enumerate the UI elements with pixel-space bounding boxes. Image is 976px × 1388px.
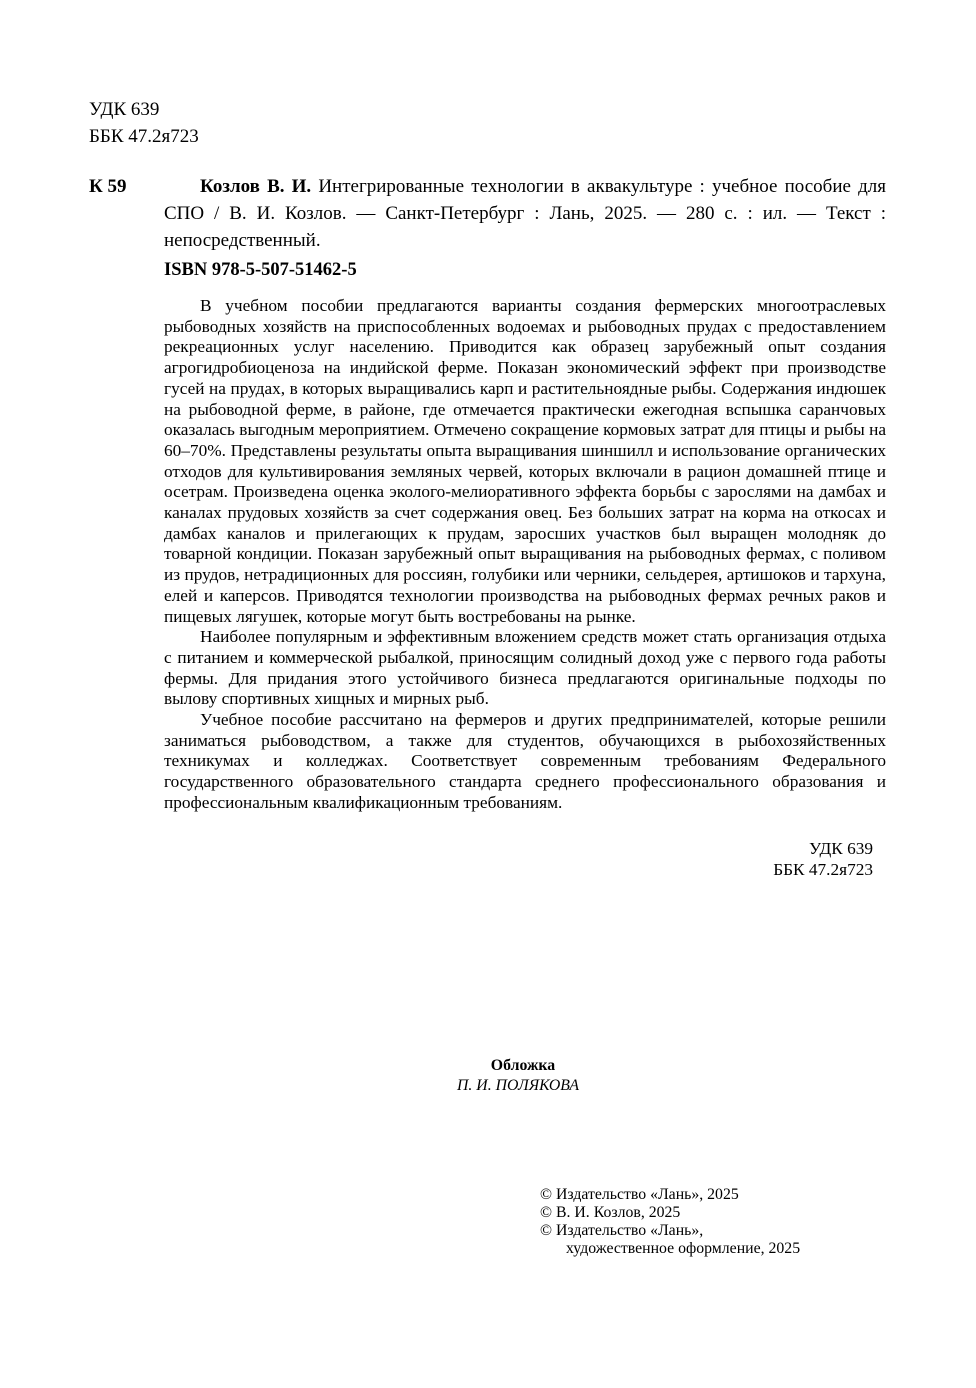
copyright-line: художественное оформление, 2025	[566, 1240, 801, 1257]
abstract	[164, 296, 886, 814]
abstract-paragraph: В учебном пособии предлагаются варианты создания фермерских многоотраслевых рыбоводных хозяйств на приспособленных водоемах и рыбоводных прудах с предоставлением рекреационных услуг населению. Приводится как образец зарубежный опыт создания агрогидробиоценоза на индийской ферме. Показан экономический эффект при производстве гусей на прудах, в которых выращивались карп и растительноядные рыбы. Содержания индюшек на рыбоводной ферме, в районе, где отмечается практически ежегодная вспышка саранчовых оказалась выгодным мероприятием. Отмечено сокращение кормовых затрат для птицы и рыбы на 60–70%. Представлены результаты опыта выращивания шиншилл и использование органических отходов для культивирования земляных червей, которых включали в рацион домашней птице и осетрам. Произведена оценка эколого-мелиоративного эффекта борьбы с зарослями на дамбах и каналах прудовых хозяйств за счет содержания овец. Без больших затрат на корма на откосах и дамбах каналов и прилегающих к прудам, заросших участков был выращен молодняк до товарной кондиции. Показан зарубежный опыт выращивания на рыбоводных фермах, с поливом из прудов, нетрадиционных для россиян, голубики или черники, сельдерея, артишоков и тархуна, елей и каперсов. Приводятся технологии производства на рыбоводных фермах речных раков и пищевых лягушек, которые могут быть востребованы на рынке.	[164, 296, 886, 626]
classification-bottom	[773, 838, 873, 880]
isbn: ISBN 978-5-507-51462-5	[164, 260, 357, 280]
book-description: Интегрированные технологии в аквакультуре : учебное пособие для СПО / В. И. Козлов. — Санкт-Петербург : Лань, 2025. — 280 с. : ил. — Текст : непосредственный.	[164, 176, 886, 251]
udk-code: УДК 639	[808, 839, 873, 858]
bbk-code: ББК 47.2я723	[773, 860, 873, 879]
udk-code: УДК 639	[89, 99, 160, 120]
cover-label: Обложка	[490, 1057, 556, 1074]
abstract-paragraph: Наиболее популярным и эффективным вложением средств может стать организация отдыха с питанием и коммерческой рыбалкой, приносящим солидный доход уже с первого года работы фермы. Для придания этого устойчивого бизнеса предлагаются оригинальные подходы по вылову спортивных хищных и мирных рыб.	[164, 627, 886, 709]
abstract-paragraph: Учебное пособие рассчитано на фермеров и других предпринимателей, которые решили заниматься рыбоводством, а также для студентов, обучающихся в рыбохозяйственных техникумах и колледжах. Соответствует современным требованиям Федерального государственного образовательного стандарта среднего профессионального образования и профессиональным квалификационным требованиям.	[164, 710, 886, 812]
classification-top	[89, 96, 199, 150]
author-name: Козлов В. И.	[200, 176, 312, 197]
copyright-block	[540, 1186, 800, 1258]
copyright-line: © Издательство «Лань», 2025	[540, 1186, 739, 1203]
bibliographic-record	[164, 173, 886, 254]
copyright-line: © Издательство «Лань»,	[540, 1222, 704, 1239]
bbk-code: ББК 47.2я723	[89, 126, 199, 147]
copyright-line: © В. И. Козлов, 2025	[540, 1204, 681, 1221]
author-mark: К 59	[89, 176, 127, 197]
cover-credit	[0, 1056, 976, 1096]
cover-artist: П. И. ПОЛЯКОВА	[457, 1077, 579, 1094]
